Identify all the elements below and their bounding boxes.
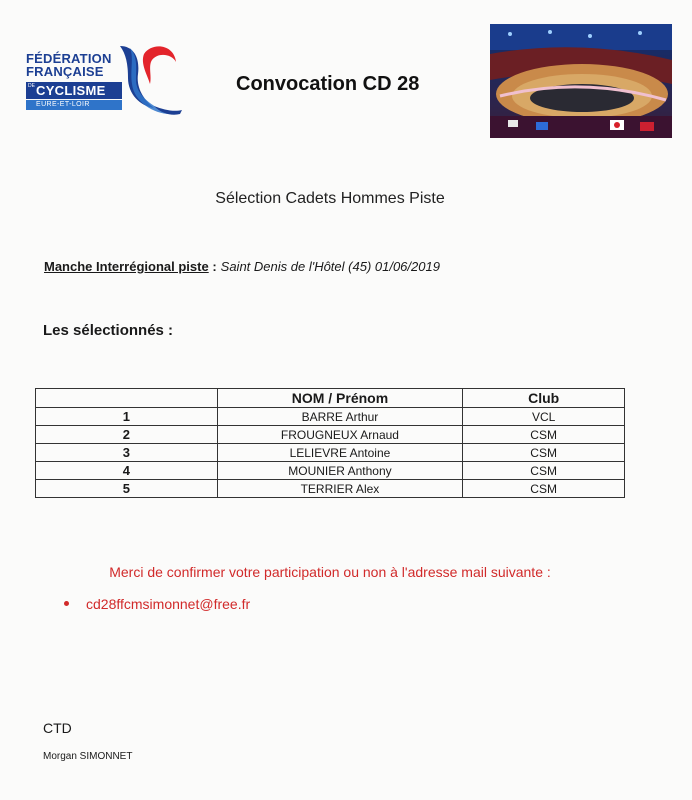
ffc-swoosh-icon [114,40,184,118]
confirm-message: Merci de confirmer votre participation ou non à l'adresse mail suivante : [109,564,551,580]
row-club: CSM [463,426,625,444]
logo-sub: EURE-ET-LOIR [26,100,122,110]
signer-name: Morgan SIMONNET [43,751,133,762]
manche-separator: : [208,259,217,274]
logo-de: DE [28,83,35,89]
document-subtitle: Sélection Cadets Hommes Piste [215,190,445,207]
row-name: BARRE Arthur [217,408,463,426]
row-club: VCL [463,408,625,426]
row-club: CSM [463,462,625,480]
table-row [36,426,625,444]
table-row [36,480,625,498]
row-name: FROUGNEUX Arnaud [217,426,463,444]
row-num: 3 [36,444,218,462]
table-row [36,444,625,462]
table-row [36,408,625,426]
row-club: CSM [463,444,625,462]
table-row [36,462,625,480]
selected-heading: Les sélectionnés : [43,322,174,339]
logo-line3: CYCLISME [36,83,106,98]
header-name: NOM / Prénom [217,389,463,408]
row-club: CSM [463,480,625,498]
email-list-item [64,596,250,612]
header-club: Club [463,389,625,408]
logo-line2: FRANÇAISE [26,64,104,79]
manche-line [44,259,440,274]
bullet-icon [64,601,69,606]
logo-text-block [26,52,122,79]
ctd-label: CTD [43,720,72,736]
email-link[interactable]: cd28ffcmsimonnet@free.fr [86,596,251,612]
row-num: 1 [36,408,218,426]
ffc-logo [22,40,182,118]
row-name: TERRIER Alex [217,480,463,498]
velodrome-photo [490,24,672,138]
row-num: 2 [36,426,218,444]
logo-band [26,82,122,99]
header-num [36,389,218,408]
row-num: 5 [36,480,218,498]
row-num: 4 [36,462,218,480]
row-name: LELIEVRE Antoine [217,444,463,462]
manche-place: Saint Denis de l'Hôtel (45) 01/06/2019 [220,259,440,274]
manche-label: Manche Interrégional piste [44,259,209,274]
document-title: Convocation CD 28 [236,73,420,95]
logo-line1: FÉDÉRATION [26,51,112,66]
row-name: MOUNIER Anthony [217,462,463,480]
selection-table [35,388,625,498]
table-header-row [36,389,625,408]
